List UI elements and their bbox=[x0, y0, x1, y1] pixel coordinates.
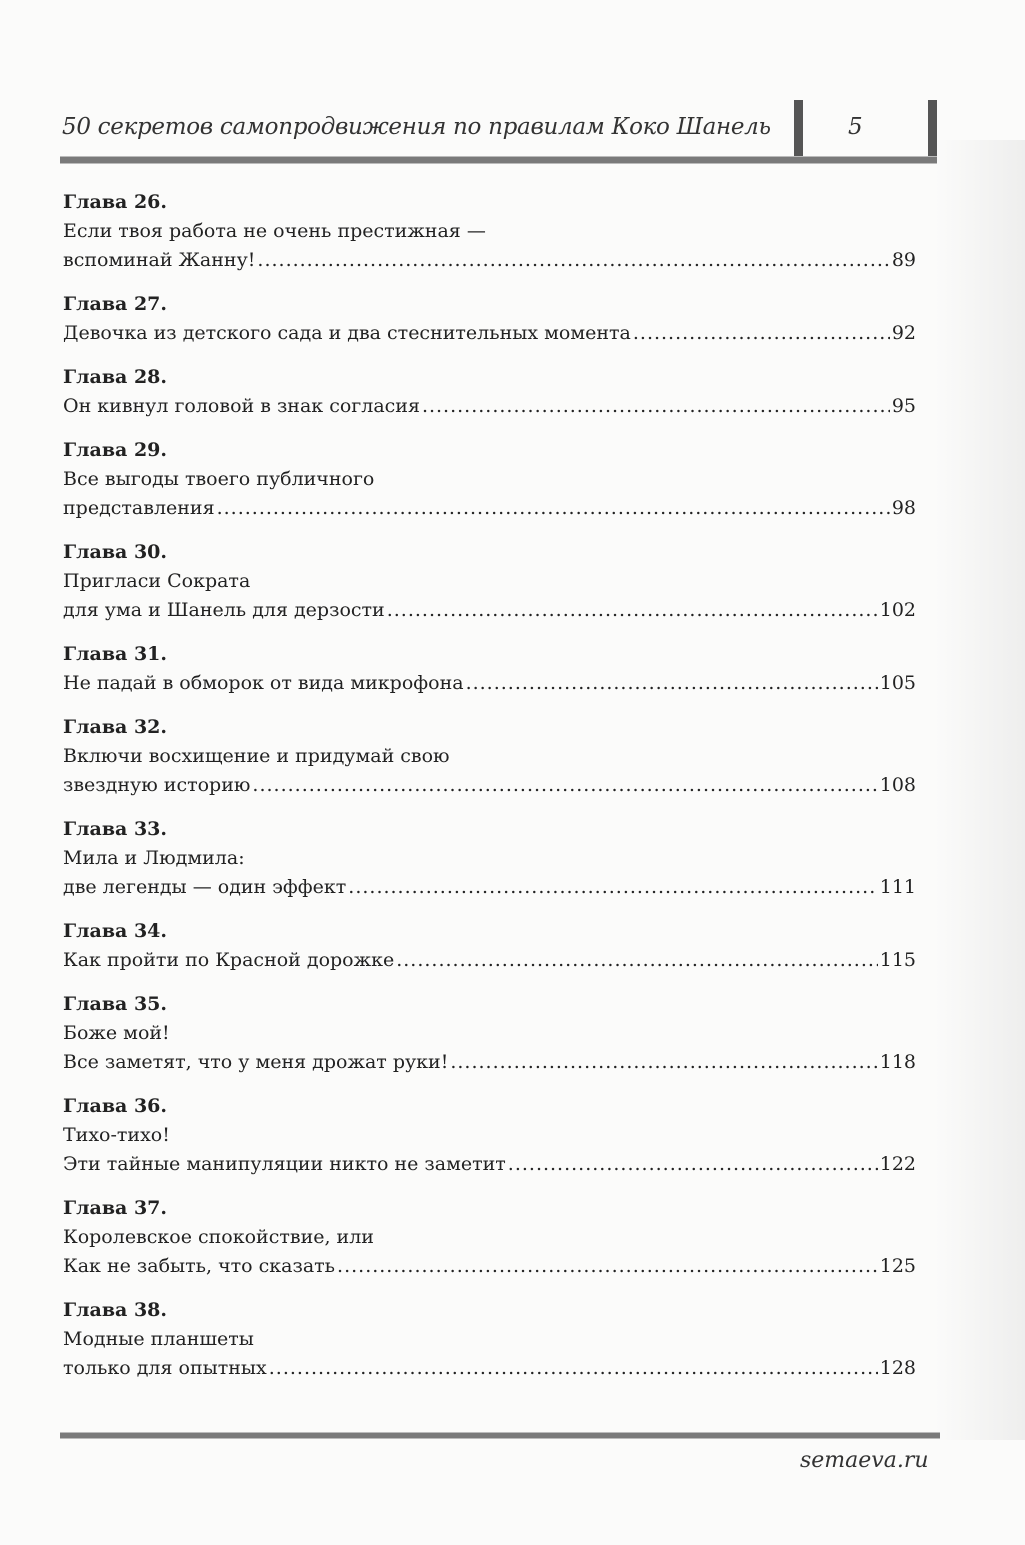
chapter-title-line: только для опытных bbox=[63, 1357, 267, 1379]
toc-entry bbox=[63, 713, 916, 800]
chapter-title-with-page bbox=[63, 596, 916, 625]
toc-entry bbox=[63, 917, 916, 975]
chapter-number: Глава 32. bbox=[63, 716, 168, 738]
bleed-through-shadow bbox=[935, 140, 1025, 1440]
chapter-number: Глава 38. bbox=[63, 1299, 168, 1321]
chapter-title-line: Тихо-тихо! bbox=[63, 1124, 170, 1146]
chapter-number: Глава 35. bbox=[63, 993, 168, 1015]
page-reference: 118 bbox=[879, 1051, 916, 1073]
table-of-contents bbox=[63, 188, 916, 1398]
chapter-number: Глава 36. bbox=[63, 1095, 168, 1117]
page-reference: 102 bbox=[879, 599, 916, 621]
page-number: 5 bbox=[848, 114, 863, 140]
chapter-title-line: Включи восхищение и придумай свою bbox=[63, 745, 450, 767]
page-reference: 128 bbox=[879, 1357, 916, 1379]
page-reference: 122 bbox=[879, 1153, 916, 1175]
chapter-title-line: Эти тайные манипуляции никто не заметит bbox=[63, 1153, 506, 1175]
toc-entry bbox=[63, 990, 916, 1077]
page-reference: 89 bbox=[891, 249, 916, 271]
dot-leader bbox=[269, 1354, 878, 1383]
toc-entry bbox=[63, 290, 916, 348]
chapter-number: Глава 34. bbox=[63, 920, 168, 942]
chapter-title-line: для ума и Шанель для дерзости bbox=[63, 599, 385, 621]
chapter-number: Глава 30. bbox=[63, 541, 168, 563]
chapter-title-line: Пригласи Сократа bbox=[63, 570, 251, 592]
chapter-title-line: Королевское спокойствие, или bbox=[63, 1226, 374, 1248]
header-divider-left bbox=[794, 100, 803, 158]
chapter-number: Глава 28. bbox=[63, 366, 168, 388]
chapter-title-line: вспоминай Жанну! bbox=[63, 249, 256, 271]
chapter-title-with-page bbox=[63, 1354, 916, 1383]
page-reference: 115 bbox=[879, 949, 916, 971]
chapter-title-with-page bbox=[63, 946, 916, 975]
dot-leader bbox=[466, 669, 878, 698]
chapter-title-line: Если твоя работа не очень престижная — bbox=[63, 220, 486, 242]
page-reference: 98 bbox=[891, 497, 916, 519]
toc-entry bbox=[63, 436, 916, 523]
dot-leader bbox=[257, 246, 889, 275]
chapter-title-line: звездную историю bbox=[63, 774, 251, 796]
book-title: 50 секретов самопродвижения по правилам Коко Шанель bbox=[62, 114, 771, 140]
chapter-number: Глава 31. bbox=[63, 643, 168, 665]
dot-leader bbox=[252, 771, 877, 800]
chapter-number: Глава 37. bbox=[63, 1197, 168, 1219]
chapter-title-with-page bbox=[63, 1252, 916, 1281]
header-divider-right bbox=[928, 100, 937, 158]
chapter-number: Глава 29. bbox=[63, 439, 168, 461]
chapter-title-line: Как пройти по Красной дорожке bbox=[63, 949, 395, 971]
dot-leader bbox=[633, 319, 890, 348]
toc-entry bbox=[63, 640, 916, 698]
chapter-number: Глава 26. bbox=[63, 191, 168, 213]
dot-leader bbox=[217, 494, 890, 523]
toc-entry bbox=[63, 538, 916, 625]
page-reference: 92 bbox=[891, 322, 916, 344]
page-reference: 105 bbox=[879, 672, 916, 694]
dot-leader bbox=[387, 596, 878, 625]
chapter-title-line: Модные планшеты bbox=[63, 1328, 254, 1350]
chapter-number: Глава 27. bbox=[63, 293, 168, 315]
chapter-title-with-page bbox=[63, 319, 916, 348]
toc-entry bbox=[63, 815, 916, 902]
chapter-title-with-page bbox=[63, 1150, 916, 1179]
chapter-title-with-page bbox=[63, 494, 916, 523]
toc-entry bbox=[63, 1194, 916, 1281]
dot-leader bbox=[396, 946, 878, 975]
chapter-title-line: представления bbox=[63, 497, 215, 519]
chapter-title-line: Не падай в обморок от вида микрофона bbox=[63, 672, 464, 694]
chapter-title-line: Все выгоды твоего публичного bbox=[63, 468, 375, 490]
toc-entry bbox=[63, 1092, 916, 1179]
chapter-title-with-page bbox=[63, 873, 916, 902]
toc-entry bbox=[63, 188, 916, 275]
header-rule bbox=[60, 156, 937, 164]
chapter-number: Глава 33. bbox=[63, 818, 168, 840]
toc-entry bbox=[63, 1296, 916, 1383]
page-reference: 95 bbox=[891, 395, 916, 417]
chapter-title-line: Как не забыть, что сказать bbox=[63, 1255, 336, 1277]
dot-leader bbox=[422, 392, 890, 421]
dot-leader bbox=[337, 1252, 878, 1281]
chapter-title-line: Он кивнул головой в знак согласия bbox=[63, 395, 420, 417]
chapter-title-line: Мила и Людмила: bbox=[63, 847, 245, 869]
dot-leader bbox=[508, 1150, 878, 1179]
chapter-title-with-page bbox=[63, 669, 916, 698]
chapter-title-with-page bbox=[63, 1048, 916, 1077]
running-header bbox=[60, 100, 940, 160]
page-reference: 108 bbox=[879, 774, 916, 796]
chapter-title-with-page bbox=[63, 246, 916, 275]
dot-leader bbox=[450, 1048, 877, 1077]
dot-leader bbox=[348, 873, 877, 902]
toc-entry bbox=[63, 363, 916, 421]
chapter-title-with-page bbox=[63, 771, 916, 800]
chapter-title-line: две легенды — один эффект bbox=[63, 876, 347, 898]
page-reference: 111 bbox=[879, 876, 916, 898]
chapter-title-line: Девочка из детского сада и два стеснительных момента bbox=[63, 322, 631, 344]
footer-rule bbox=[60, 1432, 940, 1439]
chapter-title-line: Боже мой! bbox=[63, 1022, 170, 1044]
footer-website: semaeva.ru bbox=[800, 1448, 929, 1473]
page-reference: 125 bbox=[879, 1255, 916, 1277]
chapter-title-line: Все заметят, что у меня дрожат руки! bbox=[63, 1051, 449, 1073]
chapter-title-with-page bbox=[63, 392, 916, 421]
